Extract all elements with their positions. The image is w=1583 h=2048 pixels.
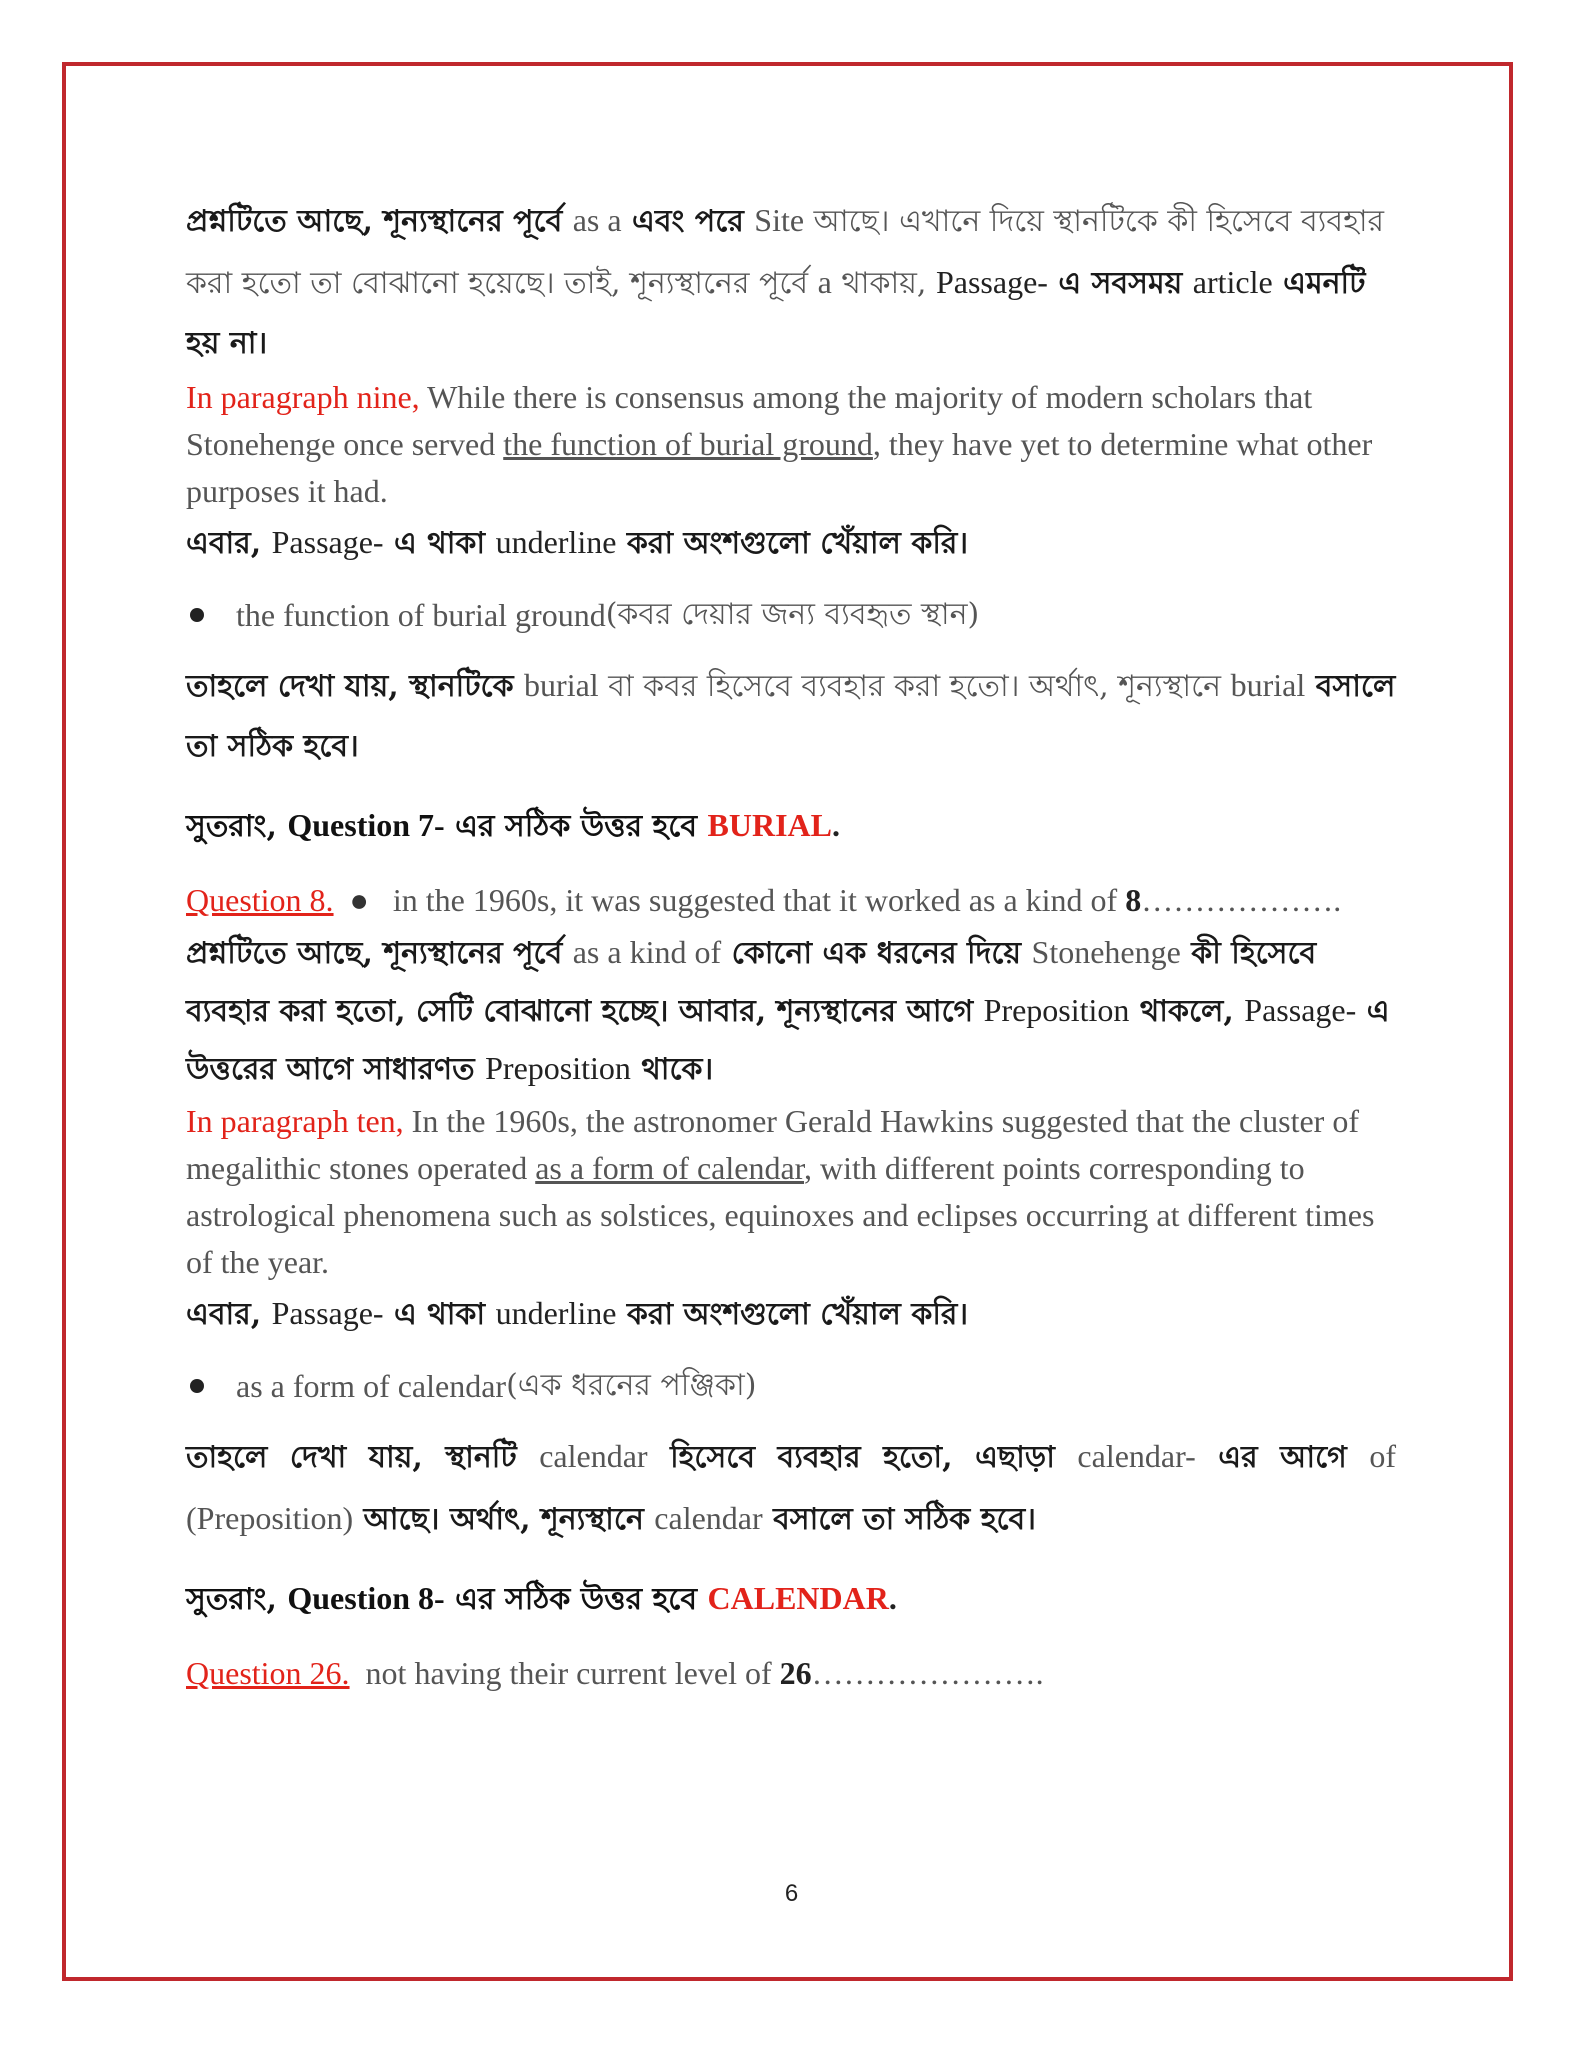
question-8-prompt: Question 8. ● in the 1960s, it was suggested that it worked as a kind of 8………………. [186, 882, 1342, 918]
document-content [186, 190, 1396, 1697]
answer-question-7: সুতরাং, Question 7- এর সঠিক উত্তর হবে BURIAL. [186, 807, 840, 844]
underline-instruction-1: এবার, Passage- এ থাকা underline করা অংশগুলো খেঁয়াল করি। [186, 524, 969, 561]
bullet-icon [190, 1379, 204, 1393]
conclusion-2: তাহলে দেখা যায়, স্থানটি calendar হিসেবে ব্যবহার হতো, এছাড়া calendar- এর আগে of (Preposition) আছে। অর্থাৎ, শূন্যস্থানে calendar বসালে তা সঠিক হবে। [186, 1438, 1396, 1537]
underline-instruction-2: এবার, Passage- এ থাকা underline করা অংশগুলো খেঁয়াল করি। [186, 1295, 969, 1332]
question-8-explanation: প্রশ্নটিতে আছে, শূন্যস্থানের পূর্বে as a kind of কোনো এক ধরনের দিয়ে Stonehenge কী হিসেবে ব্যবহার করা হতো, সেটি বোঝানো হচ্ছে। আবার, শূন্যস্থানের আগে Preposition থাকলে, Passage- এ উত্তরের আগে সাধারণত Preposition থাকে। [186, 934, 1390, 1087]
bullet-item-2: as a form of calendar (এক ধরনের পঞ্জিকা) [186, 1362, 1396, 1410]
bullet-icon [190, 608, 204, 622]
answer-question-8: সুতরাং, Question 8- এর সঠিক উত্তর হবে CALENDAR. [186, 1580, 897, 1617]
page-number: 6 [784, 1880, 799, 1907]
paragraph-nine-excerpt: In paragraph nine, While there is consensus among the majority of modern scholars that Stonehenge once served the function of burial ground, they have yet to determine what other purposes it had. [186, 379, 1373, 509]
bullet-item-1: the function of burial ground (কবর দেয়ার জন্য ব্যবহৃত স্থান) [186, 591, 1396, 639]
conclusion-1: তাহলে দেখা যায়, স্থানটিকে burial বা কবর হিসেবে ব্যবহার করা হতো। অর্থাৎ, শূন্যস্থানে burial বসালে তা সঠিক হবে। [186, 667, 1396, 764]
question-26-prompt: Question 26. not having their current level of 26…………………. [186, 1655, 1044, 1691]
question-7-explanation: প্রশ্নটিতে আছে, শূন্যস্থানের পূর্বে as a এবং পরে Site আছে। এখানে দিয়ে স্থানটিকে কী হিসেবে ব্যবহার করা হতো তা বোঝানো হয়েছে। তাই, শূন্যস্থানের পূর্বে a থাকায়, Passage- এ সবসময় article এমনটি হয় না। [186, 202, 1385, 361]
paragraph-ten-excerpt: In paragraph ten, In the 1960s, the astronomer Gerald Hawkins suggested that the cluster of megalithic stones operated as a form of calendar, with different points corresponding to astrological phenomena such as solstices, equinoxes and eclipses occurring at different times of the year. [186, 1103, 1375, 1280]
